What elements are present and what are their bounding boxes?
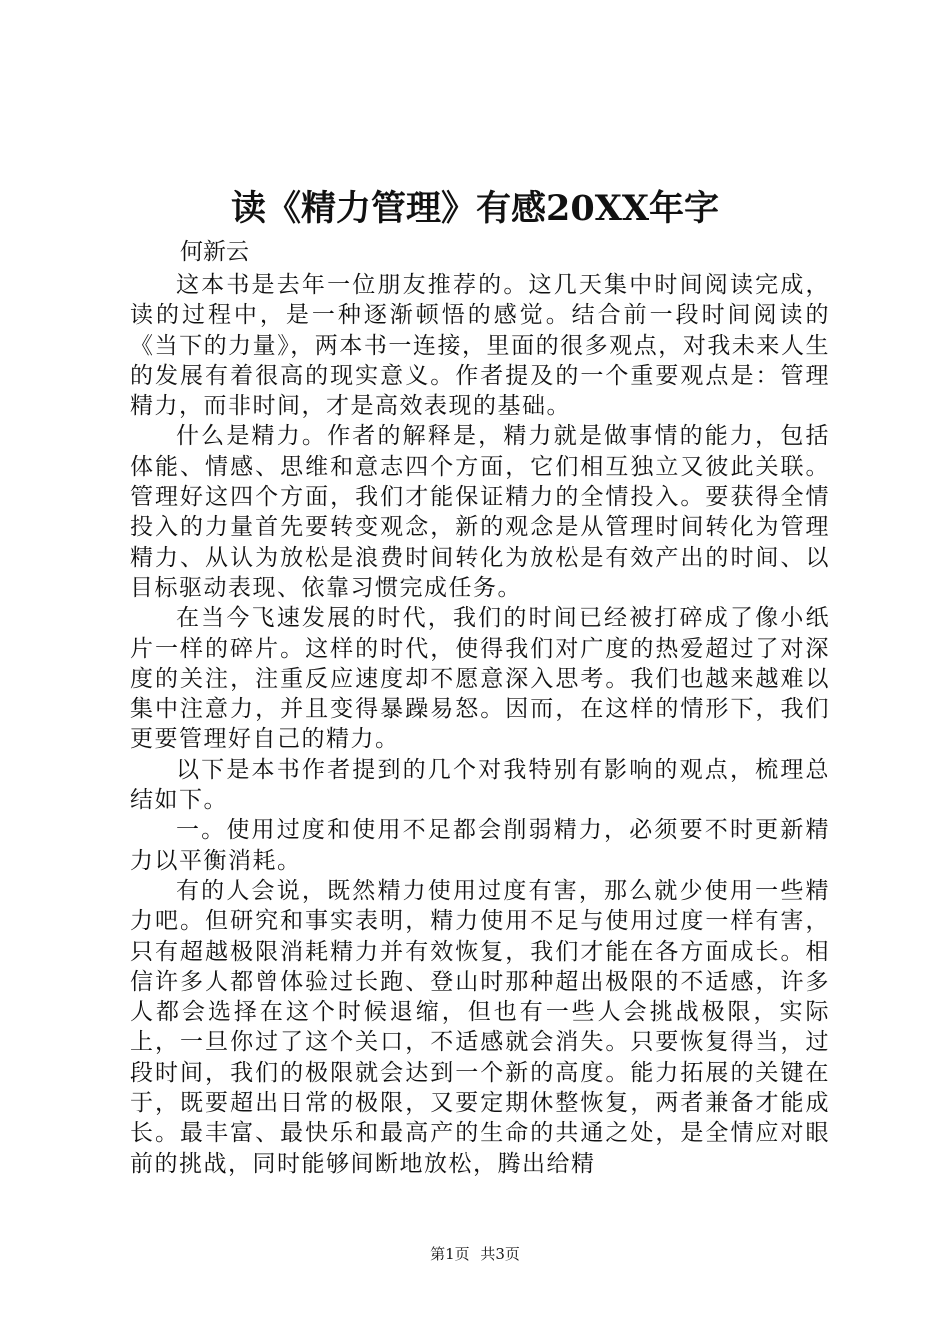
paragraph: 这本书是去年一位朋友推荐的。这几天集中时间阅读完成，读的过程中，是一种逐渐顿悟的感觉。结合前一段时间阅读的《当下的力量》，两本书一连接，里面的很多观点，对我未来人生的发展有着很高的现实意义。作者提及的一个重要观点是：管理精力，而非时间，才是高效表现的基础。 <box>130 272 830 420</box>
paragraph: 在当今飞速发展的时代，我们的时间已经被打碎成了像小纸片一样的碎片。这样的时代，使得我们对广度的热爱超过了对深度的关注，注重反应速度却不愿意深入思考。我们也越来越难以集中注意力，并且变得暴躁易怒。因而，在这样的情形下，我们更要管理好自己的精力。 <box>130 605 830 753</box>
paragraph: 一。使用过度和使用不足都会削弱精力，必须要不时更新精力以平衡消耗。 <box>130 817 830 874</box>
page-number: 第1页 <box>430 1245 470 1263</box>
paragraph: 以下是本书作者提到的几个对我特别有影响的观点，梳理总结如下。 <box>130 756 830 814</box>
page-footer <box>0 1244 950 1264</box>
document-title: 读《精力管理》有感20XX年字 <box>230 188 720 229</box>
document-body <box>130 270 830 1179</box>
page-total: 共3页 <box>480 1245 520 1263</box>
author-name: 何新云 <box>180 239 249 265</box>
paragraph: 有的人会说，既然精力使用过度有害，那么就少使用一些精力吧。但研究和事实表明，精力使用不足与使用过度一样有害，只有超越极限消耗精力并有效恢复，我们才能在各方面成长。相信许多人都曾体验过长跑、登山时那种超出极限的不适感，许多人都会选择在这个时候退缩，但也有一些人会挑战极限，实际上，一旦你过了这个关口，不适感就会消失。只要恢复得当，过段时间，我们的极限就会达到一个新的高度。能力拓展的关键在于，既要超出日常的极限，又要定期休整恢复，两者兼备才能成长。最丰富、最快乐和最高产的生命的共通之处，是全情应对眼前的挑战，同时能够间断地放松，腾出给精 <box>130 877 830 1177</box>
paragraph: 什么是精力。作者的解释是，精力就是做事情的能力，包括体能、情感、思维和意志四个方面，它们相互独立又彼此关联。管理好这四个方面，我们才能保证精力的全情投入。要获得全情投入的力量首先要转变观念，新的观念是从管理时间转化为管理精力、从认为放松是浪费时间转化为放松是有效产出的时间、以目标驱动表现、依靠习惯完成任务。 <box>130 423 830 601</box>
